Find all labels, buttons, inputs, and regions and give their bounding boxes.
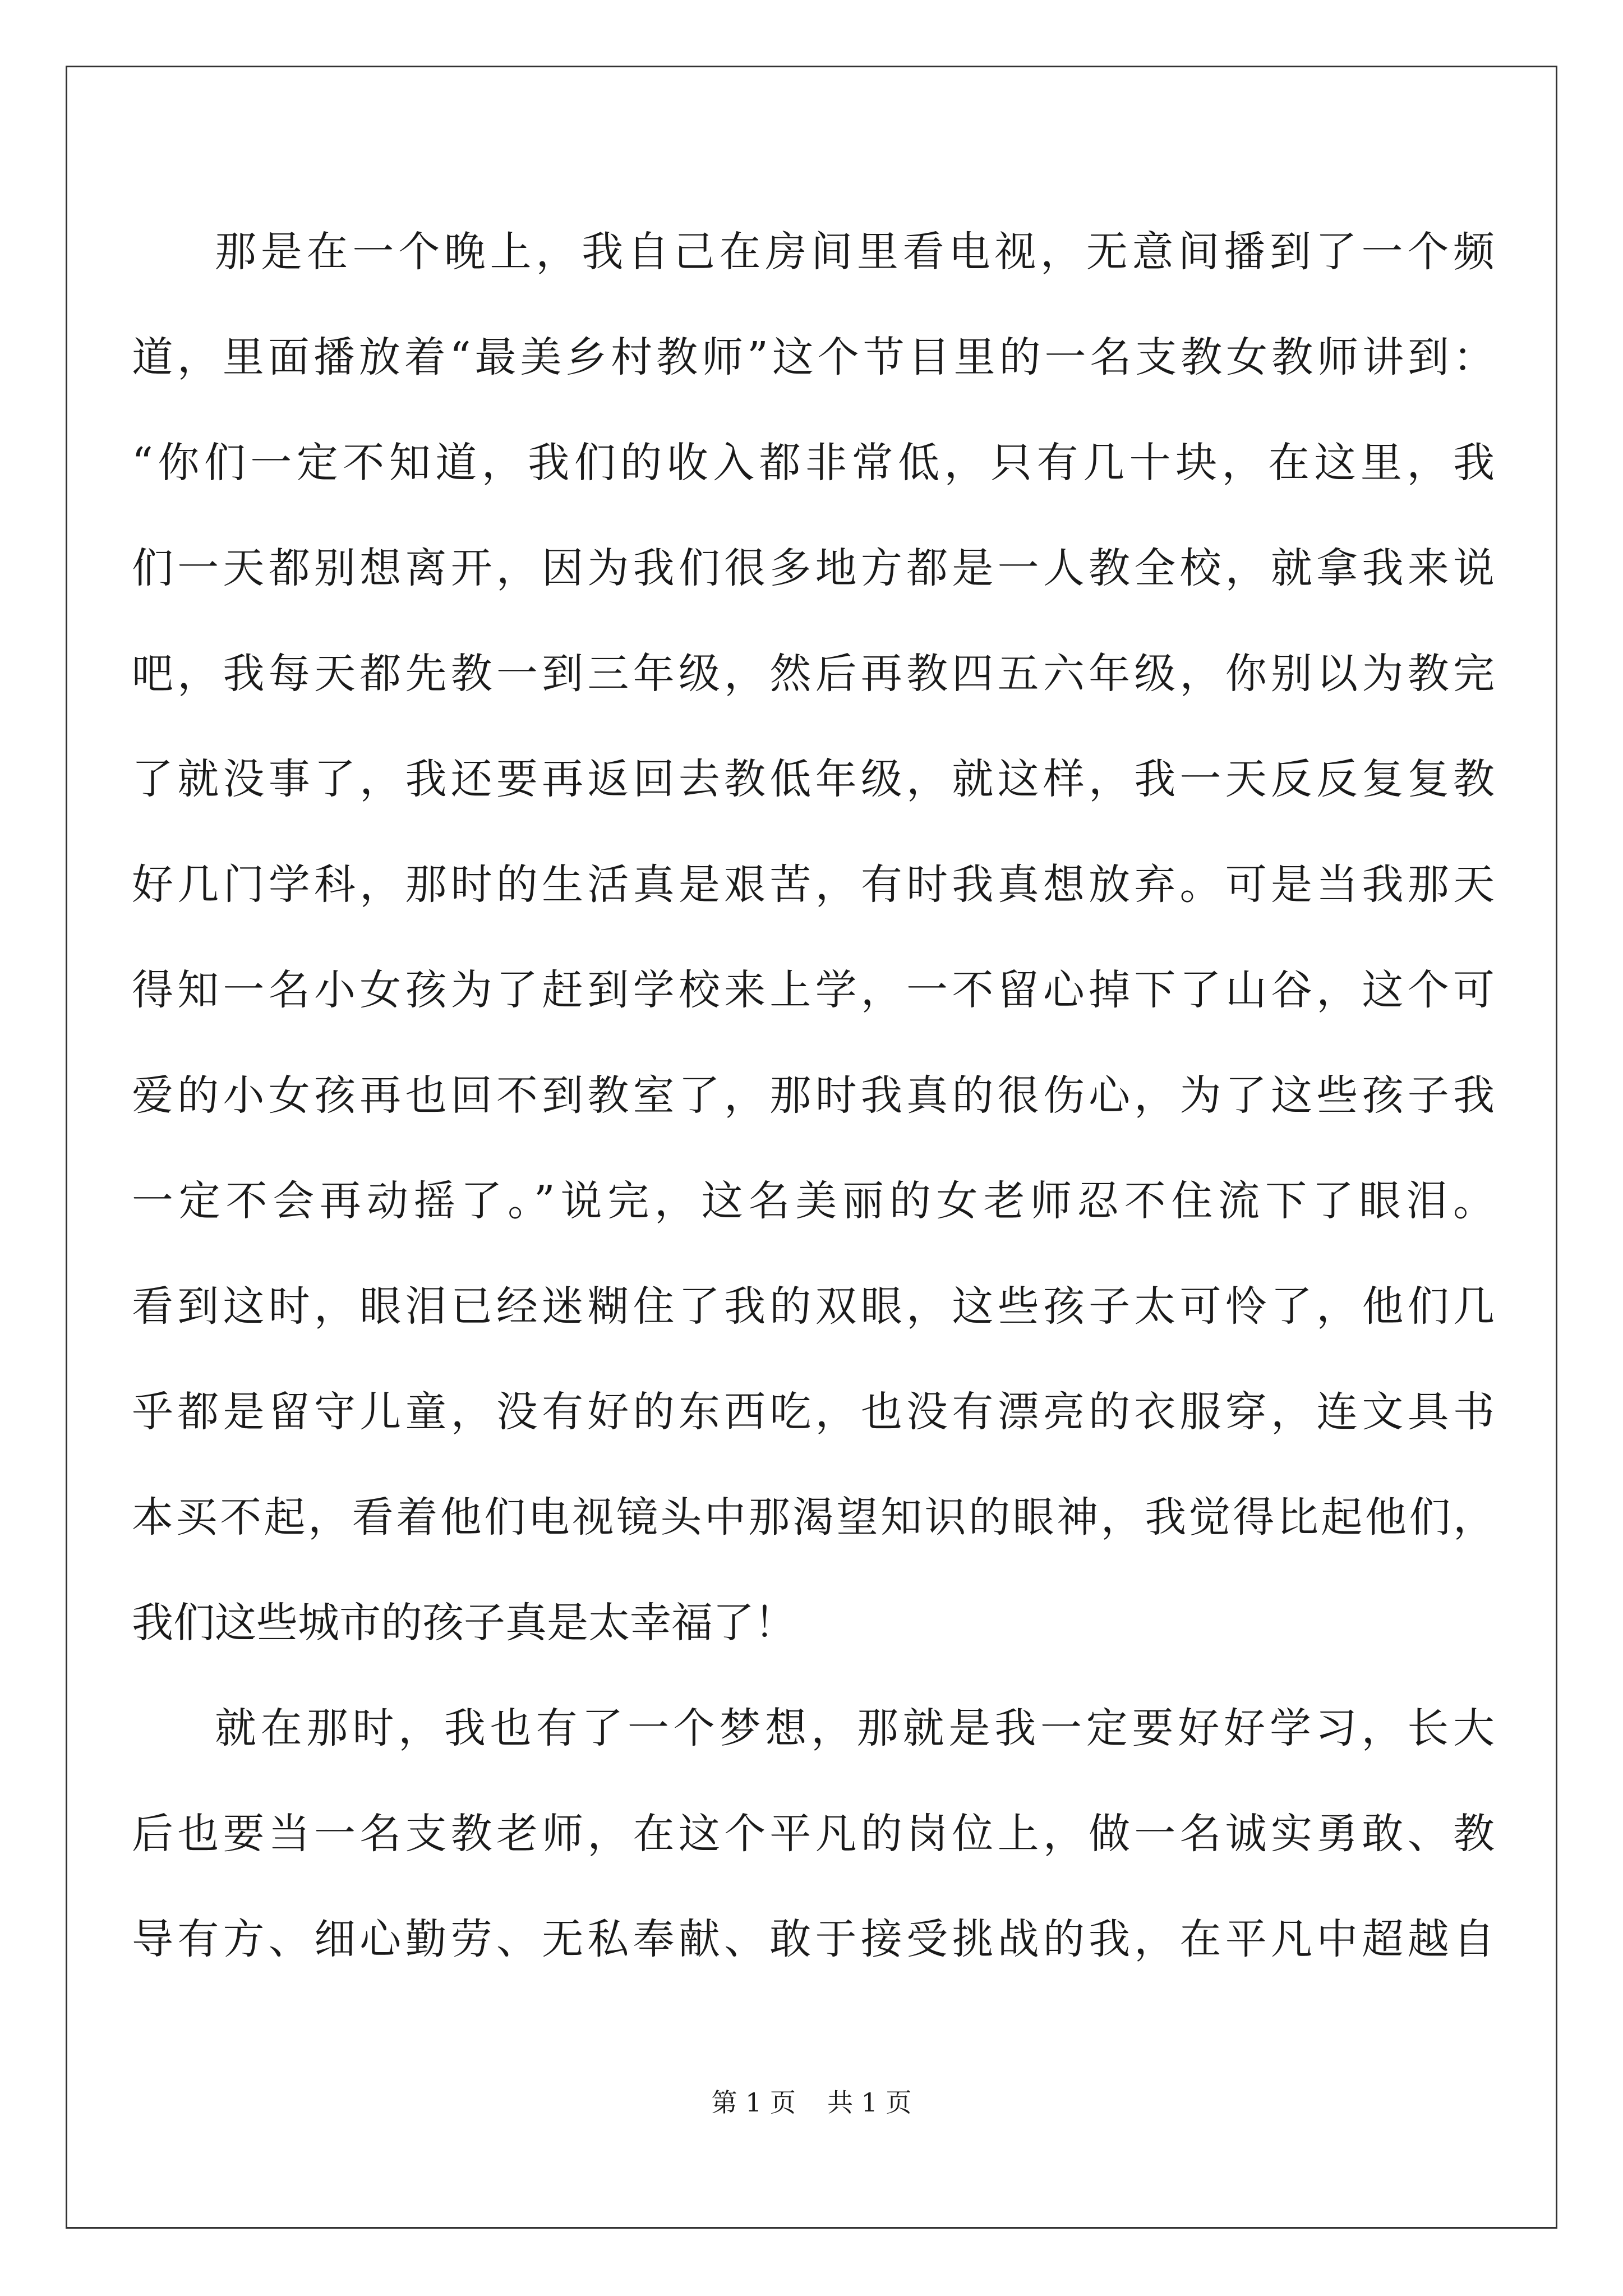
- paragraph-1-line-1: 那是在一个晚上，我自己在房间里看电视，无意间播到了一个频: [215, 228, 1495, 276]
- paragraph-2-line-3: 导有方、细心勤劳、无私奉献、敢于接受挑战的我，在平凡中超越自: [132, 1915, 1495, 1963]
- paragraph-1-line-10: 一定不会再动摇了。”说完，这名美丽的女老师忍不住流下了眼泪。: [132, 1177, 1495, 1225]
- page-footer: [0, 2086, 1623, 2119]
- paragraph-1-line-2: 道，里面播放着“最美乡村教师”这个节目里的一名支教女教师讲到：: [132, 333, 1495, 381]
- page-number: 第 1 页: [711, 2087, 796, 2118]
- paragraph-1-line-6: 了就没事了，我还要再返回去教低年级，就这样，我一天反反复复教: [132, 755, 1495, 803]
- paragraph-1-line-9: 爱的小女孩再也回不到教室了，那时我真的很伤心，为了这些孩子我: [132, 1071, 1495, 1120]
- paragraph-1-line-3: “你们一定不知道，我们的收入都非常低，只有几十块，在这里，我: [132, 439, 1495, 487]
- document-body: [132, 199, 1495, 1992]
- paragraph-1-line-5: 吧，我每天都先教一到三年级，然后再教四五六年级，你别以为教完: [132, 650, 1495, 698]
- paragraph-2-line-1: 就在那时，我也有了一个梦想，那就是我一定要好好学习，长大: [215, 1704, 1495, 1752]
- page-total: 共 1 页: [827, 2087, 912, 2118]
- paragraph-1-line-8: 得知一名小女孩为了赶到学校来上学，一不留心掉下了山谷，这个可: [132, 966, 1495, 1014]
- paragraph-1-line-13: 本买不起，看着他们电视镜头中那渴望知识的眼神，我觉得比起他们，: [132, 1493, 1495, 1542]
- paragraph-1-line-11: 看到这时，眼泪已经迷糊住了我的双眼，这些孩子太可怜了，他们几: [132, 1282, 1495, 1331]
- paragraph-1-line-4: 们一天都别想离开，因为我们很多地方都是一人教全校，就拿我来说: [132, 544, 1495, 592]
- paragraph-2-line-2: 后也要当一名支教老师，在这个平凡的岗位上，做一名诚实勇敢、教: [132, 1810, 1495, 1858]
- paragraph-1-line-7: 好几门学科，那时的生活真是艰苦，有时我真想放弃。可是当我那天: [132, 861, 1495, 909]
- paragraph-1-line-12: 乎都是留守儿童，没有好的东西吃，也没有漂亮的衣服穿，连文具书: [132, 1388, 1495, 1436]
- paragraph-1-line-14: 我们这些城市的孩子真是太幸福了！: [132, 1599, 796, 1647]
